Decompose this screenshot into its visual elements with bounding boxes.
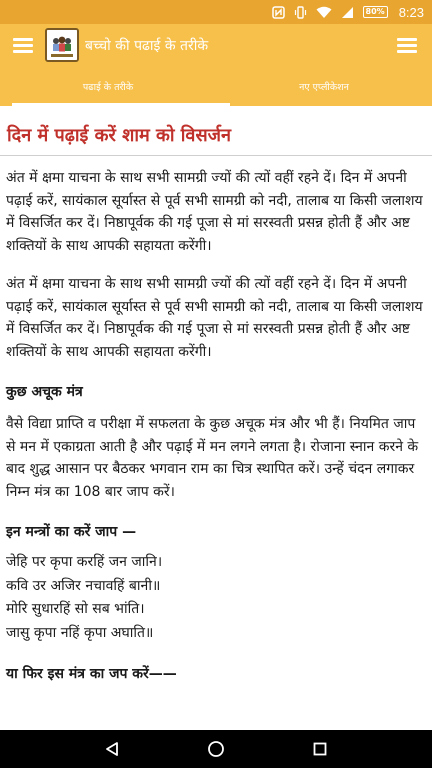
app-bar (0, 24, 432, 66)
tab-bar (0, 66, 432, 106)
wifi-icon (316, 6, 332, 19)
system-nav-bar (0, 730, 432, 768)
home-icon[interactable] (196, 734, 236, 764)
nfc-icon (272, 6, 285, 19)
signal-icon (341, 6, 354, 19)
menu-icon[interactable] (13, 37, 35, 53)
article-paragraph-1: अंत में क्षमा याचना के साथ सभी सामग्री ज्यों की त्यों वहीं रहने दें। दिन में अपनी पढ़ाई करें, सायंकाल सूर्यास्त से पूर्व सभी सामग्री को नदी, तालाब या किसी जलाशय में विसर्जित कर दें। निष्ठापूर्वक की गई पूजा से मां सरस्वती प्रसन्न होती हैं और अष्ट शक्तियों के साथ आपकी सहायता करेंगी। (6, 170, 423, 254)
status-time: 8:23 (398, 4, 424, 20)
article-content[interactable] (0, 106, 432, 730)
verse-line: जासु कृपा नहिं कृपा अघाति॥ (6, 624, 154, 641)
overflow-menu-icon[interactable] (397, 37, 419, 53)
back-icon[interactable] (92, 734, 132, 764)
article-paragraph-3: वैसे विद्या प्राप्ति व परीक्षा में सफलता के कुछ अचूक मंत्र और भी हैं। नियमित जाप से मन में एकाग्रता आती है और पढ़ाई में मन लगने लगता है। रोजाना स्नान करने के बाद शुद्ध आसान पर बैठकर भगवान राम का चित्र स्थापित करें। उन्हें चंदन लगाकर निम्न मंत्र का 108 बार जाप करें। (6, 416, 419, 500)
subheading-mantras: कुछ अचूक मंत्र (6, 384, 83, 400)
app-title: बच्चो की पढाई के तरीके (85, 37, 209, 54)
tab-new-applications[interactable]: नए एप्लीकेशन (299, 81, 349, 93)
verse-line: मोरि सुधारहिं सो सब भांति। (6, 601, 145, 617)
subheading-alternate-mantra: या फिर इस मंत्र का जप करें—— (6, 666, 177, 682)
app-logo (45, 28, 79, 62)
vibrate-icon (294, 6, 307, 19)
status-bar (0, 0, 432, 24)
verse-line: जेहि पर कृपा करहिं जन जानि। (6, 554, 163, 570)
battery-icon (363, 6, 388, 18)
tab-study-methods[interactable]: पढाई के तरीके (0, 66, 216, 106)
subheading-chant: इन मन्त्रों का करें जाप — (6, 524, 137, 540)
battery-percent: 80% (365, 7, 385, 16)
verse-line: कवि उर अजिर नचावहिं बानी॥ (6, 577, 161, 594)
article-paragraph-2: अंत में क्षमा याचना के साथ सभी सामग्री ज्यों की त्यों वहीं रहने दें। दिन में अपनी पढ़ाई करें, सायंकाल सूर्यास्त से पूर्व सभी सामग्री को नदी, तालाब या किसी जलाशय में विसर्जित कर दें। निष्ठापूर्वक की गई पूजा से मां सरस्वती प्रसन्न होती हैं और अष्ट शक्तियों के साथ आपकी सहायता करेंगी। (6, 276, 423, 360)
recents-icon[interactable] (300, 734, 340, 764)
article-heading: दिन में पढ़ाई करें शाम को विसर्जन (7, 125, 231, 146)
verse-block (6, 551, 426, 645)
divider (0, 155, 432, 156)
